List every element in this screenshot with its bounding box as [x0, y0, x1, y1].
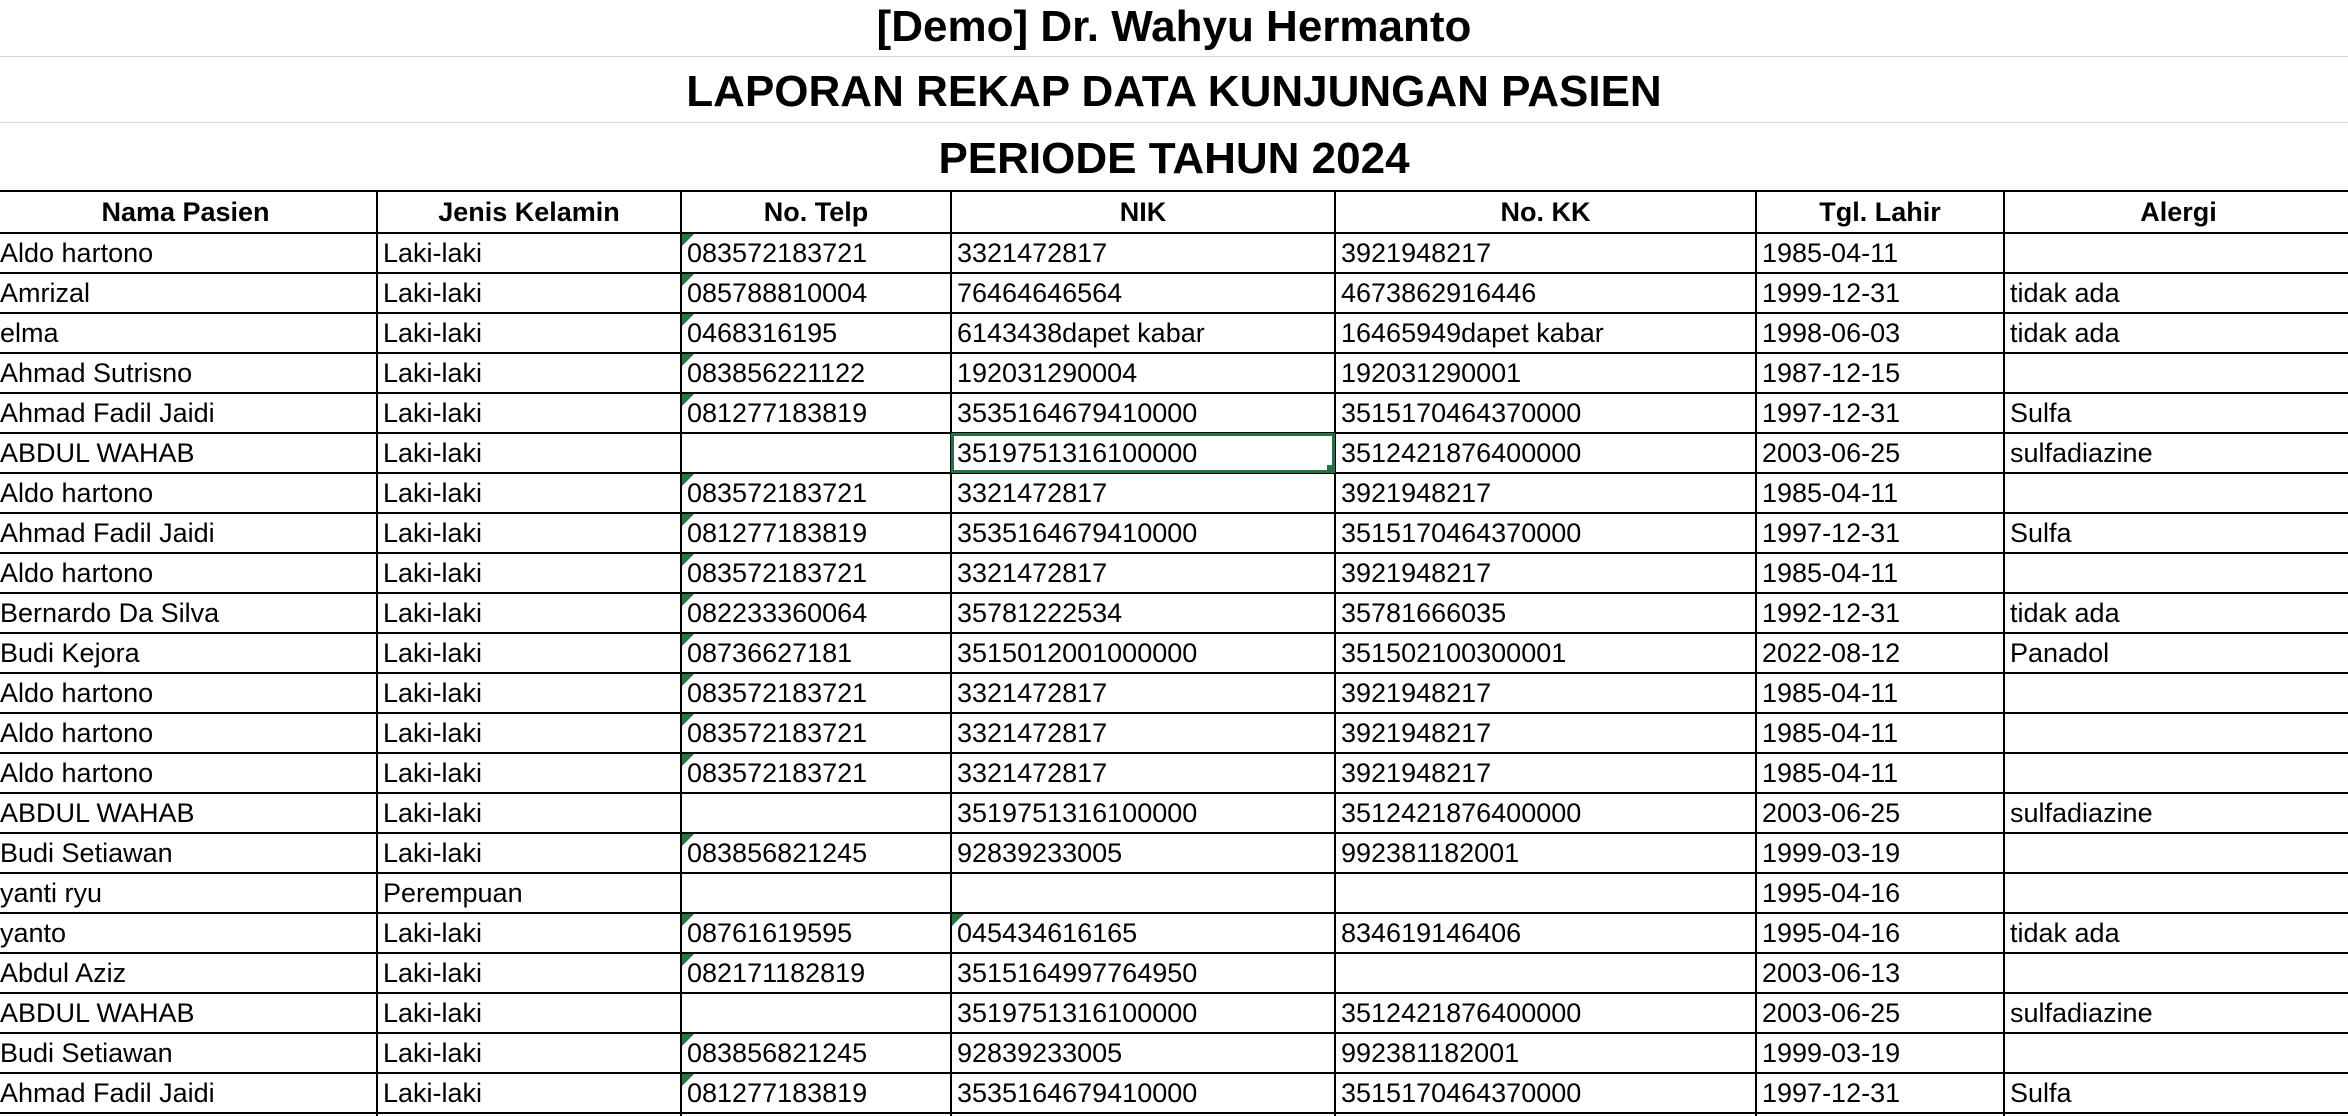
no-kk-cell[interactable]: 3921948217	[1335, 673, 1756, 713]
nama-pasien-cell[interactable]: Aldo hartono	[0, 473, 377, 513]
table-row	[0, 353, 2348, 393]
clinic-title[interactable]: [Demo] Dr. Wahyu Hermanto	[0, 0, 2348, 57]
no-kk-cell[interactable]: 35781666035	[1335, 593, 1756, 633]
header-row	[0, 191, 2348, 233]
alergi-cell[interactable]	[2004, 353, 2348, 393]
nama-pasien-cell[interactable]: Budi Setiawan	[0, 833, 377, 873]
tgl-lahir-cell[interactable]: 1987-12-15	[1756, 353, 2004, 393]
nama-pasien-cell[interactable]: yanto	[0, 913, 377, 953]
no-telp-cell[interactable]: 083856821245	[681, 1033, 951, 1073]
nik-cell[interactable]: 3515012001000000	[951, 633, 1335, 673]
no-kk-cell[interactable]: 3921948217	[1335, 753, 1756, 793]
tgl-lahir-cell[interactable]: 1985-04-11	[1756, 233, 2004, 273]
no-telp-cell[interactable]: 083572183721	[681, 233, 951, 273]
table-body	[0, 233, 2348, 1116]
tgl-lahir-cell[interactable]: 1999-12-31	[1756, 273, 2004, 313]
tgl-lahir-cell[interactable]: 2022-08-12	[1756, 633, 2004, 673]
nama-pasien-cell[interactable]: Budi Kejora	[0, 633, 377, 673]
no-telp-cell[interactable]: 081277183819	[681, 513, 951, 553]
jenis-kelamin-cell[interactable]: Laki-laki	[377, 433, 681, 473]
tgl-lahir-cell[interactable]: 1985-04-11	[1756, 673, 2004, 713]
jenis-kelamin-cell[interactable]: Laki-laki	[377, 1033, 681, 1073]
table-row	[0, 913, 2348, 953]
patient-visit-table	[0, 190, 2348, 1116]
nik-cell[interactable]: 3535164679410000	[951, 393, 1335, 433]
nik-cell[interactable]: 045434616165	[951, 913, 1335, 953]
no-telp-cell[interactable]: 081277183819	[681, 1073, 951, 1113]
tgl-lahir-cell[interactable]: 1997-12-31	[1756, 1073, 2004, 1113]
nik-cell[interactable]: 3535164679410000	[951, 513, 1335, 553]
tgl-lahir-cell[interactable]: 1999-03-19	[1756, 1033, 2004, 1073]
nama-pasien-cell[interactable]: elma	[0, 313, 377, 353]
no-telp-cell[interactable]: 0468316195	[681, 313, 951, 353]
table-row	[0, 793, 2348, 833]
nik-cell[interactable]	[951, 873, 1335, 913]
no-kk-cell[interactable]	[1335, 873, 1756, 913]
tgl-lahir-cell[interactable]: 1995-04-16	[1756, 913, 2004, 953]
column-header-tgl-lahir[interactable]: Tgl. Lahir	[1756, 191, 2004, 233]
alergi-cell[interactable]: sulfadiazine	[2004, 793, 2348, 833]
nama-pasien-cell[interactable]: Aldo hartono	[0, 233, 377, 273]
table-row	[0, 1033, 2348, 1073]
tgl-lahir-cell[interactable]: 2003-06-25	[1756, 433, 2004, 473]
jenis-kelamin-cell[interactable]: Laki-laki	[377, 593, 681, 633]
no-telp-cell[interactable]	[681, 873, 951, 913]
no-kk-cell[interactable]: 834619146406	[1335, 913, 1756, 953]
jenis-kelamin-cell[interactable]: Laki-laki	[377, 353, 681, 393]
no-kk-cell[interactable]: 3921948217	[1335, 553, 1756, 593]
no-kk-cell[interactable]: 992381182001	[1335, 1033, 1756, 1073]
table-row	[0, 833, 2348, 873]
no-telp-cell[interactable]	[681, 433, 951, 473]
no-telp-cell[interactable]: 083572183721	[681, 553, 951, 593]
nik-cell[interactable]: 3321472817	[951, 673, 1335, 713]
jenis-kelamin-cell[interactable]: Laki-laki	[377, 393, 681, 433]
jenis-kelamin-cell[interactable]: Laki-laki	[377, 473, 681, 513]
table-row	[0, 433, 2348, 473]
no-telp-cell[interactable]: 083856221122	[681, 353, 951, 393]
no-telp-cell[interactable]: 083856821245	[681, 833, 951, 873]
column-header-nama-pasien[interactable]: Nama Pasien	[0, 191, 377, 233]
nama-pasien-cell[interactable]: Ahmad Fadil Jaidi	[0, 1073, 377, 1113]
alergi-cell[interactable]: Sulfa	[2004, 393, 2348, 433]
no-telp-cell[interactable]	[681, 993, 951, 1033]
nama-pasien-cell[interactable]: Aldo hartono	[0, 713, 377, 753]
jenis-kelamin-cell[interactable]: Laki-laki	[377, 1073, 681, 1113]
nama-pasien-cell[interactable]: Ahmad Fadil Jaidi	[0, 393, 377, 433]
jenis-kelamin-cell[interactable]: Laki-laki	[377, 553, 681, 593]
no-telp-cell[interactable]: 08736627181	[681, 633, 951, 673]
no-kk-cell[interactable]: 3515170464370000	[1335, 393, 1756, 433]
tgl-lahir-cell[interactable]: 1998-06-03	[1756, 313, 2004, 353]
nik-cell[interactable]: 3321472817	[951, 753, 1335, 793]
nama-pasien-cell[interactable]: ABDUL WAHAB	[0, 793, 377, 833]
tgl-lahir-cell[interactable]: 1995-04-16	[1756, 873, 2004, 913]
no-telp-cell[interactable]: 082233360064	[681, 593, 951, 633]
nik-cell[interactable]: 3519751316100000	[951, 993, 1335, 1033]
nama-pasien-cell[interactable]: Bernardo Da Silva	[0, 593, 377, 633]
table-row	[0, 473, 2348, 513]
no-kk-cell[interactable]: 3921948217	[1335, 713, 1756, 753]
alergi-cell[interactable]: Sulfa	[2004, 513, 2348, 553]
jenis-kelamin-cell[interactable]: Laki-laki	[377, 233, 681, 273]
table-row	[0, 393, 2348, 433]
jenis-kelamin-cell[interactable]: Laki-laki	[377, 273, 681, 313]
tgl-lahir-cell[interactable]: 1985-04-11	[1756, 553, 2004, 593]
nama-pasien-cell[interactable]: ABDUL WAHAB	[0, 433, 377, 473]
alergi-cell[interactable]: tidak ada	[2004, 273, 2348, 313]
no-telp-cell[interactable]: 083572183721	[681, 753, 951, 793]
no-kk-cell[interactable]: 3515170464370000	[1335, 1073, 1756, 1113]
nama-pasien-cell[interactable]: Ahmad Sutrisno	[0, 353, 377, 393]
jenis-kelamin-cell[interactable]: Laki-laki	[377, 953, 681, 993]
no-kk-cell[interactable]: 992381182001	[1335, 833, 1756, 873]
nik-cell[interactable]: 3515164997764950	[951, 953, 1335, 993]
no-telp-cell[interactable]: 083572183721	[681, 673, 951, 713]
no-kk-cell[interactable]: 4673862916446	[1335, 273, 1756, 313]
period-title[interactable]: PERIODE TAHUN 2024	[938, 134, 1410, 183]
nik-cell[interactable]: 3321472817	[951, 553, 1335, 593]
jenis-kelamin-cell[interactable]: Laki-laki	[377, 993, 681, 1033]
tgl-lahir-cell[interactable]: 1997-12-31	[1756, 513, 2004, 553]
alergi-cell[interactable]: tidak ada	[2004, 313, 2348, 353]
nik-cell[interactable]: 92839233005	[951, 1033, 1335, 1073]
nik-cell[interactable]: 3321472817	[951, 713, 1335, 753]
column-header-jenis-kelamin[interactable]: Jenis Kelamin	[377, 191, 681, 233]
nik-cell[interactable]: 192031290004	[951, 353, 1335, 393]
nama-pasien-cell[interactable]: Aldo hartono	[0, 553, 377, 593]
table-row	[0, 513, 2348, 553]
alergi-cell[interactable]	[2004, 473, 2348, 513]
alergi-cell[interactable]	[2004, 1033, 2348, 1073]
alergi-cell[interactable]: tidak ada	[2004, 913, 2348, 953]
no-kk-cell[interactable]: 351502100300001	[1335, 633, 1756, 673]
nama-pasien-cell[interactable]: yanti ryu	[0, 873, 377, 913]
tgl-lahir-cell[interactable]: 1992-12-31	[1756, 593, 2004, 633]
no-kk-cell[interactable]: 3512421876400000	[1335, 993, 1756, 1033]
no-kk-cell[interactable]: 3921948217	[1335, 233, 1756, 273]
nik-cell[interactable]: 3535164679410000	[951, 1073, 1335, 1113]
nik-cell[interactable]: 92839233005	[951, 833, 1335, 873]
alergi-cell[interactable]	[2004, 833, 2348, 873]
jenis-kelamin-cell[interactable]: Perempuan	[377, 873, 681, 913]
column-header-no-telp[interactable]: No. Telp	[681, 191, 951, 233]
jenis-kelamin-cell[interactable]: Laki-laki	[377, 833, 681, 873]
tgl-lahir-cell[interactable]: 2003-06-13	[1756, 953, 2004, 993]
jenis-kelamin-cell[interactable]: Laki-laki	[377, 793, 681, 833]
nama-pasien-cell[interactable]: Aldo hartono	[0, 753, 377, 793]
nik-cell[interactable]: 3519751316100000	[951, 793, 1335, 833]
tgl-lahir-cell[interactable]: 1999-03-19	[1756, 833, 2004, 873]
nama-pasien-cell[interactable]: ABDUL WAHAB	[0, 993, 377, 1033]
no-telp-cell[interactable]: 082171182819	[681, 953, 951, 993]
table-row	[0, 313, 2348, 353]
no-kk-cell[interactable]: 3512421876400000	[1335, 793, 1756, 833]
alergi-cell[interactable]	[2004, 553, 2348, 593]
nama-pasien-cell[interactable]: Budi Setiawan	[0, 1033, 377, 1073]
table-row	[0, 593, 2348, 633]
jenis-kelamin-cell[interactable]: Laki-laki	[377, 713, 681, 753]
no-kk-cell[interactable]: 16465949dapet kabar	[1335, 313, 1756, 353]
tgl-lahir-cell[interactable]: 1985-04-11	[1756, 753, 2004, 793]
jenis-kelamin-cell[interactable]: Laki-laki	[377, 633, 681, 673]
nik-cell[interactable]: 76464646564	[951, 273, 1335, 313]
table-row	[0, 233, 2348, 273]
table-row	[0, 993, 2348, 1033]
table-row	[0, 1073, 2348, 1113]
alergi-cell[interactable]	[2004, 673, 2348, 713]
jenis-kelamin-cell[interactable]: Laki-laki	[377, 913, 681, 953]
no-telp-cell[interactable]: 083572183721	[681, 473, 951, 513]
alergi-cell[interactable]	[2004, 233, 2348, 273]
table-row	[0, 873, 2348, 913]
nama-pasien-cell[interactable]: Ahmad Fadil Jaidi	[0, 513, 377, 553]
tgl-lahir-cell[interactable]: 1997-12-31	[1756, 393, 2004, 433]
jenis-kelamin-cell[interactable]: Laki-laki	[377, 313, 681, 353]
no-telp-cell[interactable]	[681, 793, 951, 833]
no-kk-cell[interactable]	[1335, 953, 1756, 993]
nik-cell[interactable]: 3321472817	[951, 473, 1335, 513]
table-row	[0, 713, 2348, 753]
no-telp-cell[interactable]: 08761619595	[681, 913, 951, 953]
report-title[interactable]: LAPORAN REKAP DATA KUNJUNGAN PASIEN	[0, 57, 2348, 123]
tgl-lahir-cell[interactable]: 1985-04-11	[1756, 713, 2004, 753]
jenis-kelamin-cell[interactable]: Laki-laki	[377, 673, 681, 713]
nik-cell[interactable]: 3519751316100000	[951, 433, 1335, 473]
column-header-nik[interactable]: NIK	[951, 191, 1335, 233]
table-row	[0, 273, 2348, 313]
tgl-lahir-cell[interactable]: 2003-06-25	[1756, 793, 2004, 833]
alergi-cell[interactable]: tidak ada	[2004, 593, 2348, 633]
table-row	[0, 753, 2348, 793]
nik-cell[interactable]: 3321472817	[951, 233, 1335, 273]
alergi-cell[interactable]	[2004, 953, 2348, 993]
nama-pasien-cell[interactable]: Abdul Aziz	[0, 953, 377, 993]
alergi-cell[interactable]: Sulfa	[2004, 1073, 2348, 1113]
nama-pasien-cell[interactable]: Amrizal	[0, 273, 377, 313]
alergi-cell[interactable]: Panadol	[2004, 633, 2348, 673]
tgl-lahir-cell[interactable]: 2003-06-25	[1756, 993, 2004, 1033]
column-header-no-kk[interactable]: No. KK	[1335, 191, 1756, 233]
alergi-cell[interactable]	[2004, 713, 2348, 753]
no-kk-cell[interactable]: 192031290001	[1335, 353, 1756, 393]
no-kk-cell[interactable]: 3515170464370000	[1335, 513, 1756, 553]
alergi-cell[interactable]: sulfadiazine	[2004, 993, 2348, 1033]
no-telp-cell[interactable]: 085788810004	[681, 273, 951, 313]
nik-cell[interactable]: 35781222534	[951, 593, 1335, 633]
column-header-alergi[interactable]: Alergi	[2004, 191, 2348, 233]
nik-cell[interactable]: 6143438dapet kabar	[951, 313, 1335, 353]
no-telp-cell[interactable]: 083572183721	[681, 713, 951, 753]
no-telp-cell[interactable]: 081277183819	[681, 393, 951, 433]
alergi-cell[interactable]	[2004, 873, 2348, 913]
no-kk-cell[interactable]: 3921948217	[1335, 473, 1756, 513]
alergi-cell[interactable]: sulfadiazine	[2004, 433, 2348, 473]
nama-pasien-cell[interactable]: Aldo hartono	[0, 673, 377, 713]
no-kk-cell[interactable]: 3512421876400000	[1335, 433, 1756, 473]
table-row	[0, 953, 2348, 993]
table-row	[0, 673, 2348, 713]
tgl-lahir-cell[interactable]: 1985-04-11	[1756, 473, 2004, 513]
jenis-kelamin-cell[interactable]: Laki-laki	[377, 753, 681, 793]
alergi-cell[interactable]	[2004, 753, 2348, 793]
table-row	[0, 633, 2348, 673]
table-row	[0, 553, 2348, 593]
jenis-kelamin-cell[interactable]: Laki-laki	[377, 513, 681, 553]
